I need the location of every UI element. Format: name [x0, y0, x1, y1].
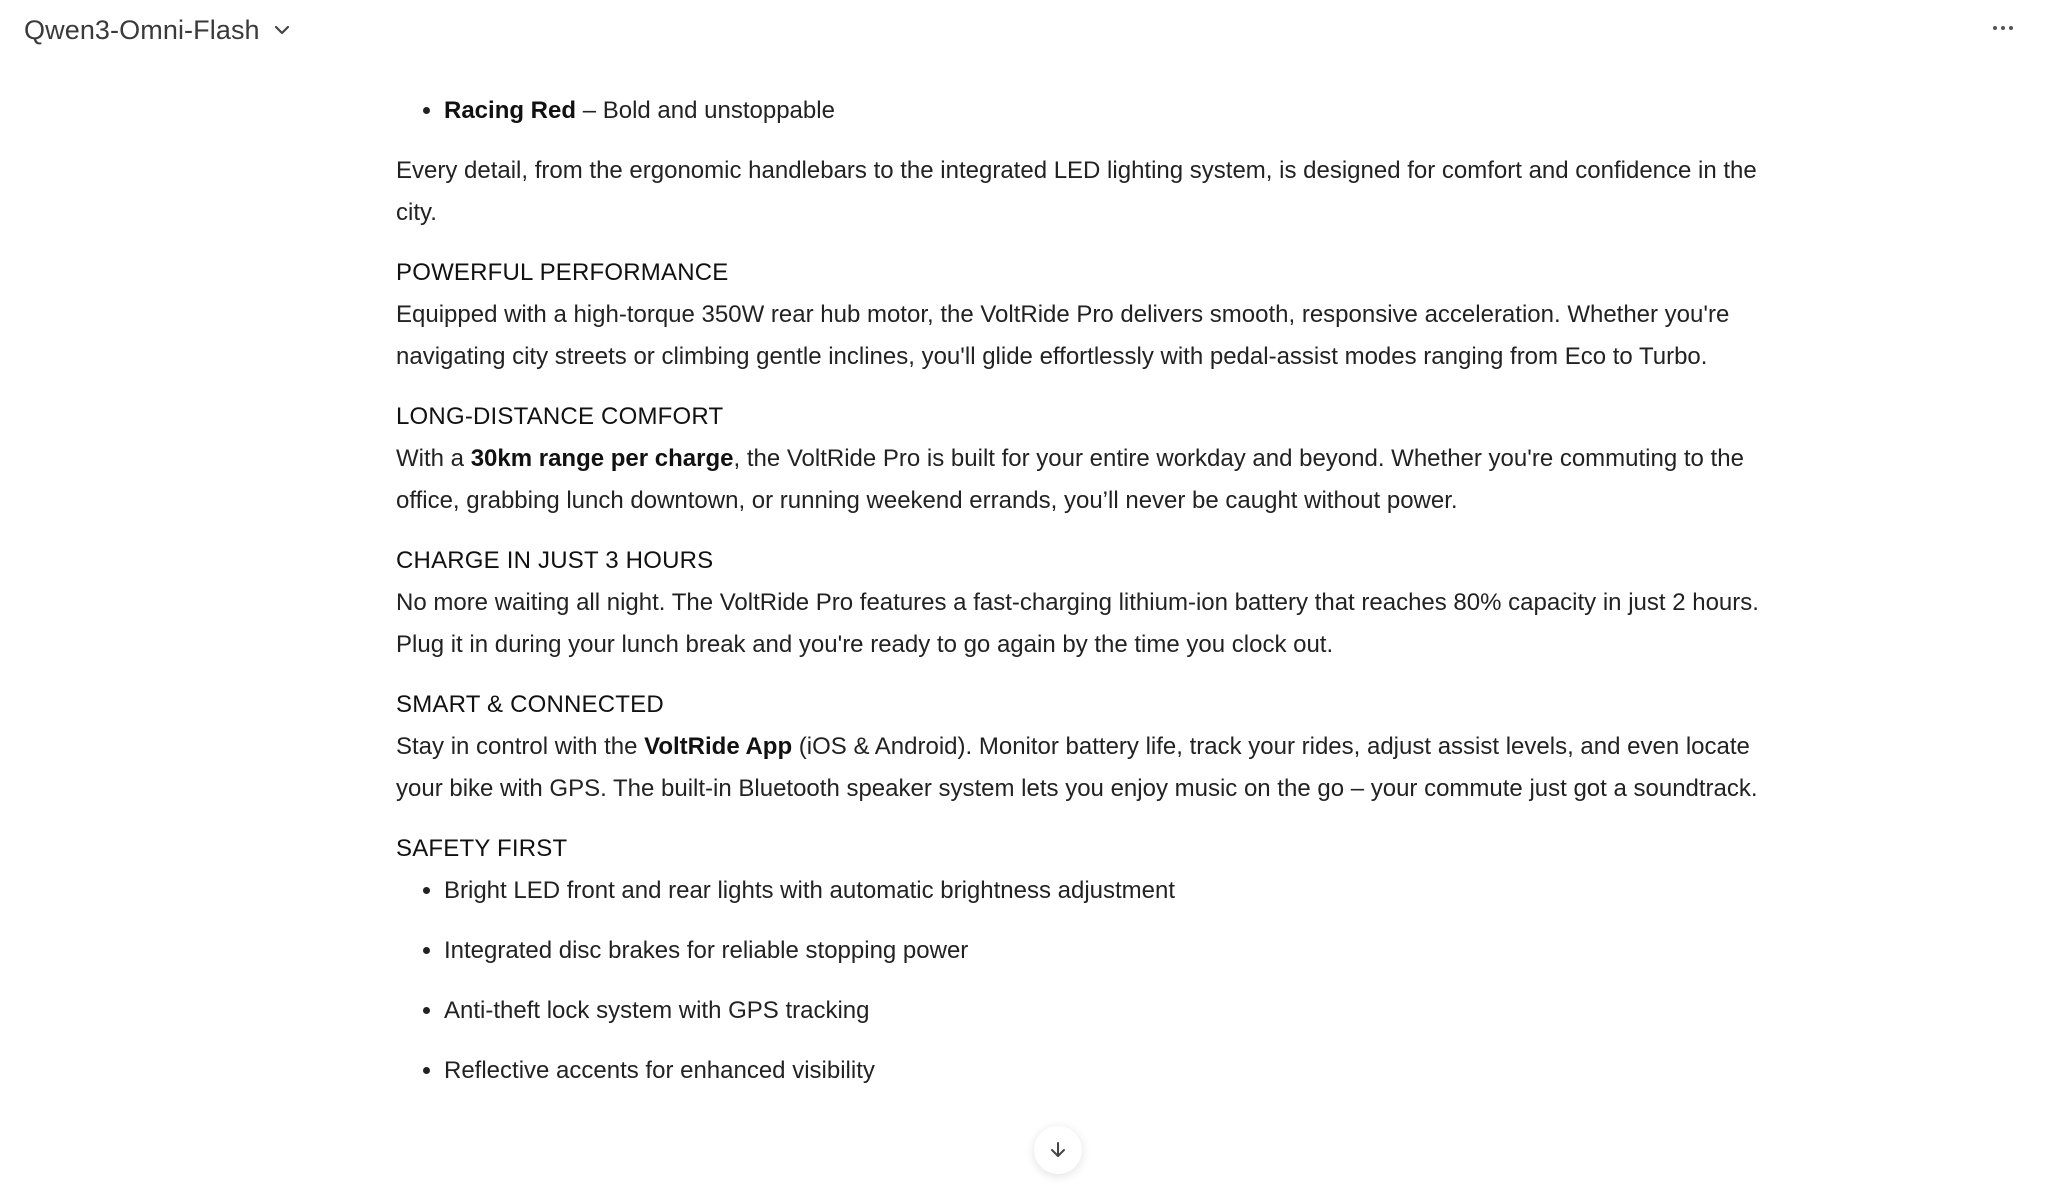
chevron-down-icon	[272, 20, 292, 40]
top-bar	[0, 0, 2047, 60]
scroll-to-bottom-button[interactable]	[1034, 1126, 1082, 1174]
charge-paragraph: No more waiting all night. The VoltRide Pro features a fast-charging lithium-ion battery that reaches 80% capacity in just 2 hours. Plug it in during your lunch break and you're ready to go again by the time you clock out.	[396, 589, 1759, 658]
color-description: – Bold and unstoppable	[576, 97, 835, 124]
assistant-message	[396, 90, 1766, 1110]
list-item: • Bright LED front and rear lights with automatic brightness adjustment	[444, 870, 1766, 912]
section-heading-safety: SAFETY FIRST	[396, 835, 568, 862]
more-options-button[interactable]	[1983, 12, 2023, 44]
comfort-paragraph: With a 30km range per charge, the VoltRide Pro is built for your entire workday and beyond. Whether you're commuting to the office, grabbing lunch downtown, or running weekend errands, you’ll never be caught without power.	[396, 445, 1744, 514]
section-heading-charge: CHARGE IN JUST 3 HOURS	[396, 547, 714, 574]
range-highlight: 30km range per charge	[470, 445, 734, 472]
safety-list	[396, 870, 1766, 1092]
arrow-down-icon	[1047, 1139, 1069, 1161]
performance-paragraph: Equipped with a high-torque 350W rear hub motor, the VoltRide Pro delivers smooth, responsive acceleration. Whether you're navigating city streets or climbing gentle inclines, you'll glide effortlessly with pedal-assist modes ranging from Eco to Turbo.	[396, 301, 1730, 370]
list-item: • Integrated disc brakes for reliable stopping power	[444, 930, 1766, 972]
list-item: • Reflective accents for enhanced visibility	[444, 1050, 1766, 1092]
section-heading-performance: POWERFUL PERFORMANCE	[396, 259, 729, 286]
model-name: Qwen3-Omni-Flash	[24, 14, 260, 45]
section-heading-smart: SMART & CONNECTED	[396, 691, 664, 718]
app-highlight: VoltRide App	[644, 733, 793, 760]
list-item	[444, 90, 1766, 132]
section-heading-comfort: LONG-DISTANCE COMFORT	[396, 403, 724, 430]
list-item: • Anti-theft lock system with GPS tracking	[444, 990, 1766, 1032]
color-list	[396, 90, 1766, 132]
color-name: Racing Red	[444, 97, 577, 124]
design-paragraph: Every detail, from the ergonomic handlebars to the integrated LED lighting system, is designed for comfort and confidence in the city.	[396, 157, 1757, 226]
model-selector[interactable]	[24, 12, 292, 48]
more-horizontal-icon	[1991, 24, 2015, 32]
bottom-fade	[0, 1174, 2047, 1188]
smart-paragraph: Stay in control with the VoltRide App (iOS & Android). Monitor battery life, track your rides, adjust assist levels, and even locate your bike with GPS. The built-in Bluetooth speaker system lets you enjoy music on the go – your commute just got a soundtrack.	[396, 733, 1758, 802]
